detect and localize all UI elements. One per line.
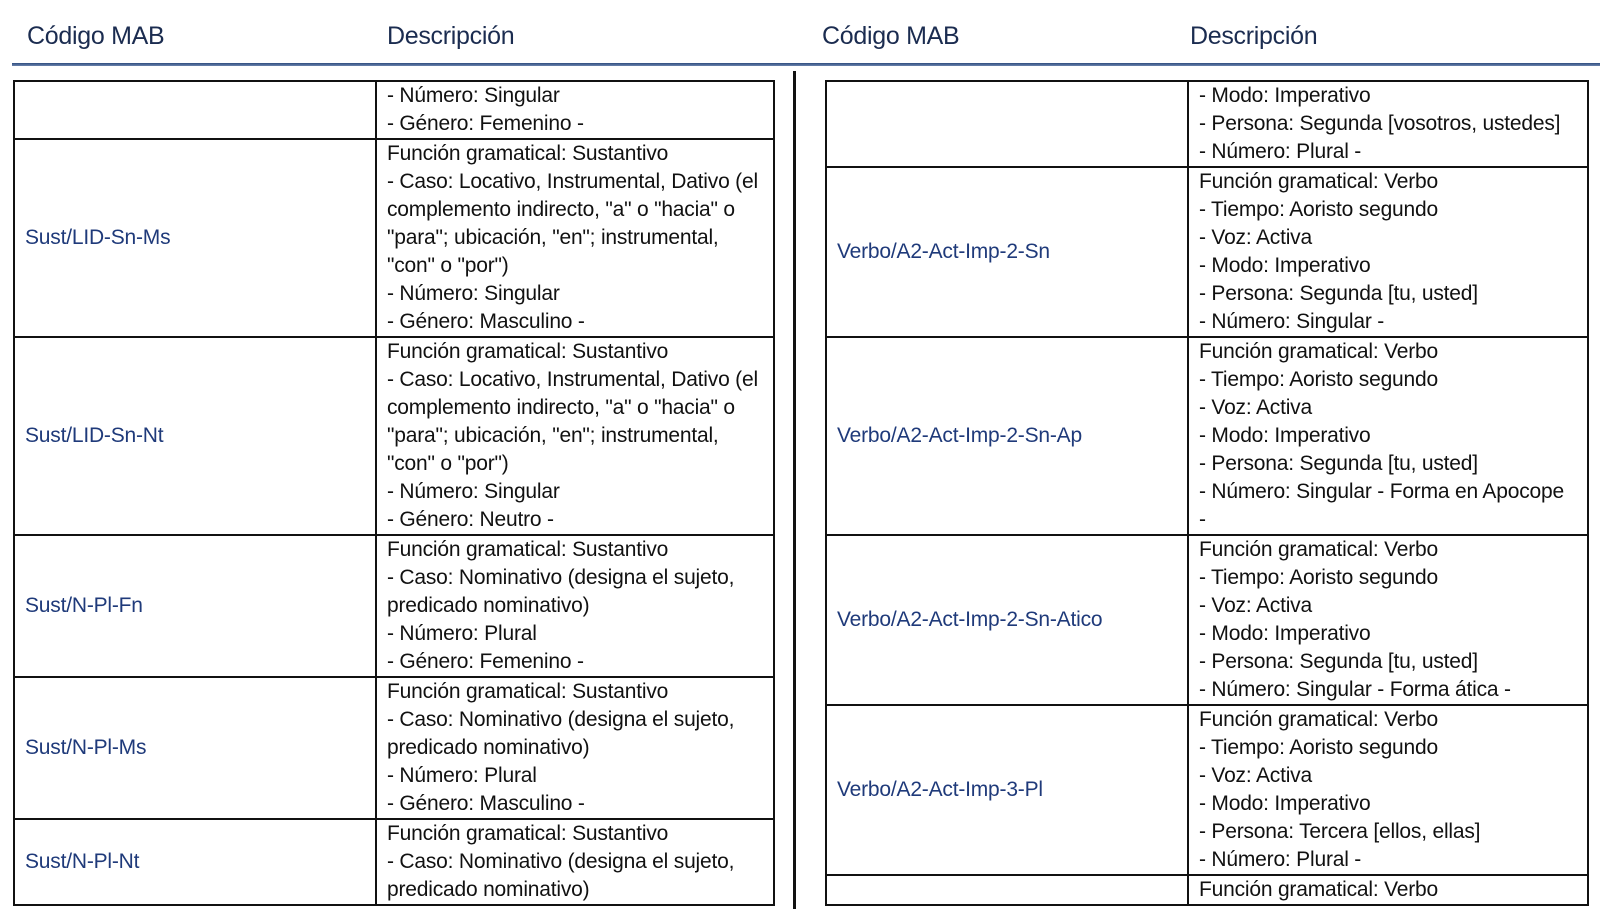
description-cell xyxy=(376,535,774,677)
description-cell xyxy=(376,81,774,139)
description-line: Función gramatical: Sustantivo xyxy=(387,680,669,703)
description-cell xyxy=(376,139,774,337)
table-row xyxy=(14,677,774,819)
description-line: "para"; ubicación, "en"; instrumental, xyxy=(387,424,719,447)
description-line: - Número: Singular xyxy=(387,84,560,107)
description-cell xyxy=(1188,875,1588,905)
description-line: - Caso: Locativo, Instrumental, Dativo (el xyxy=(387,170,758,193)
description-cell xyxy=(1188,81,1588,167)
description-line: - Número: Singular xyxy=(387,282,560,305)
description-cell xyxy=(376,337,774,535)
description-line: - Número: Plural xyxy=(387,622,537,645)
right-code-table xyxy=(825,80,1589,906)
mab-code-cell: Verbo/A2-Act-Imp-2-Sn-Atico xyxy=(826,535,1188,705)
description-line: - Modo: Imperativo xyxy=(1199,792,1371,815)
description-line: - Número: Singular - Forma en Apocope xyxy=(1199,480,1564,503)
mab-code-cell: Sust/LID-Sn-Nt xyxy=(14,337,376,535)
description-line: - Número: Singular - xyxy=(1199,310,1385,333)
header-code-label-right: Código MAB xyxy=(822,22,960,50)
description-line: - Modo: Imperativo xyxy=(1199,622,1371,645)
description-line: - Caso: Nominativo (designa el sujeto, xyxy=(387,708,735,731)
mab-code-cell: Verbo/A2-Act-Imp-2-Sn-Ap xyxy=(826,337,1188,535)
description-line: - Tiempo: Aoristo segundo xyxy=(1199,566,1438,589)
mab-code-cell xyxy=(826,875,1188,905)
description-line: - Número: Singular xyxy=(387,480,560,503)
description-line: Función gramatical: Sustantivo xyxy=(387,142,669,165)
table-row xyxy=(826,81,1588,167)
description-cell xyxy=(1188,705,1588,875)
mab-code-cell: Sust/N-Pl-Fn xyxy=(14,535,376,677)
description-line: complemento indirecto, "a" o "hacia" o xyxy=(387,396,735,419)
header-description-label-left: Descripción xyxy=(387,22,515,50)
description-cell xyxy=(1188,337,1588,535)
description-line: - Tiempo: Aoristo segundo xyxy=(1199,736,1438,759)
description-line: Función gramatical: Verbo xyxy=(1199,170,1438,193)
description-line: - Número: Singular - Forma ática - xyxy=(1199,678,1511,701)
description-line: - Persona: Segunda [tu, usted] xyxy=(1199,282,1478,305)
description-cell xyxy=(376,677,774,819)
mab-code-cell: Verbo/A2-Act-Imp-2-Sn xyxy=(826,167,1188,337)
description-line: - xyxy=(1199,508,1206,531)
table-row xyxy=(14,337,774,535)
description-line: "con" o "por") xyxy=(387,452,509,475)
description-line: - Persona: Tercera [ellos, ellas] xyxy=(1199,820,1481,843)
table-row xyxy=(826,875,1588,905)
mab-code-cell: Verbo/A2-Act-Imp-3-Pl xyxy=(826,705,1188,875)
description-line: - Voz: Activa xyxy=(1199,396,1312,419)
description-line: - Número: Plural - xyxy=(1199,848,1362,871)
description-line: - Género: Neutro - xyxy=(387,508,554,531)
description-line: predicado nominativo) xyxy=(387,594,590,617)
description-line: "para"; ubicación, "en"; instrumental, xyxy=(387,226,719,249)
table-row xyxy=(14,819,774,905)
mab-code-cell xyxy=(826,81,1188,167)
description-line: predicado nominativo) xyxy=(387,878,590,901)
table-row xyxy=(826,535,1588,705)
description-line: - Voz: Activa xyxy=(1199,226,1312,249)
description-line: Función gramatical: Verbo xyxy=(1199,538,1438,561)
description-line: Función gramatical: Verbo xyxy=(1199,340,1438,363)
table-row xyxy=(826,337,1588,535)
description-line: - Caso: Locativo, Instrumental, Dativo (el xyxy=(387,368,758,391)
description-line: - Persona: Segunda [vosotros, ustedes] xyxy=(1199,112,1561,135)
table-row xyxy=(826,705,1588,875)
description-line: - Género: Femenino - xyxy=(387,112,584,135)
description-line: Función gramatical: Sustantivo xyxy=(387,340,669,363)
description-line: - Modo: Imperativo xyxy=(1199,254,1371,277)
description-line: - Tiempo: Aoristo segundo xyxy=(1199,368,1438,391)
table-row xyxy=(14,81,774,139)
description-line: - Número: Plural xyxy=(387,764,537,787)
description-line: - Género: Masculino - xyxy=(387,310,585,333)
header-code-label-left: Código MAB xyxy=(27,22,165,50)
description-line: complemento indirecto, "a" o "hacia" o xyxy=(387,198,735,221)
description-line: - Género: Masculino - xyxy=(387,792,585,815)
description-cell xyxy=(1188,535,1588,705)
description-cell xyxy=(1188,167,1588,337)
header-description-label-right: Descripción xyxy=(1190,22,1318,50)
description-line: Función gramatical: Verbo xyxy=(1199,708,1438,731)
mab-code-cell xyxy=(14,81,376,139)
description-line: "con" o "por") xyxy=(387,254,509,277)
mab-code-cell: Sust/N-Pl-Nt xyxy=(14,819,376,905)
mab-code-cell: Sust/N-Pl-Ms xyxy=(14,677,376,819)
header-rule xyxy=(12,63,1600,66)
description-line: - Número: Plural - xyxy=(1199,140,1362,163)
column-header xyxy=(0,0,1600,66)
description-line: - Tiempo: Aoristo segundo xyxy=(1199,198,1438,221)
description-line: - Género: Femenino - xyxy=(387,650,584,673)
description-line: - Voz: Activa xyxy=(1199,764,1312,787)
table-row xyxy=(14,535,774,677)
column-divider xyxy=(793,71,796,909)
description-line: - Modo: Imperativo xyxy=(1199,84,1371,107)
description-line: Función gramatical: Sustantivo xyxy=(387,538,669,561)
description-line: - Caso: Nominativo (designa el sujeto, xyxy=(387,850,735,873)
left-code-table xyxy=(13,80,775,906)
description-line: - Modo: Imperativo xyxy=(1199,424,1371,447)
description-line: predicado nominativo) xyxy=(387,736,590,759)
description-cell xyxy=(376,819,774,905)
description-line: Función gramatical: Sustantivo xyxy=(387,822,669,845)
mab-code-cell: Sust/LID-Sn-Ms xyxy=(14,139,376,337)
description-line: - Persona: Segunda [tu, usted] xyxy=(1199,650,1478,673)
description-line: - Voz: Activa xyxy=(1199,594,1312,617)
description-line: - Persona: Segunda [tu, usted] xyxy=(1199,452,1478,475)
table-row xyxy=(826,167,1588,337)
description-line: - Caso: Nominativo (designa el sujeto, xyxy=(387,566,735,589)
table-row xyxy=(14,139,774,337)
description-line: Función gramatical: Verbo xyxy=(1199,878,1438,901)
